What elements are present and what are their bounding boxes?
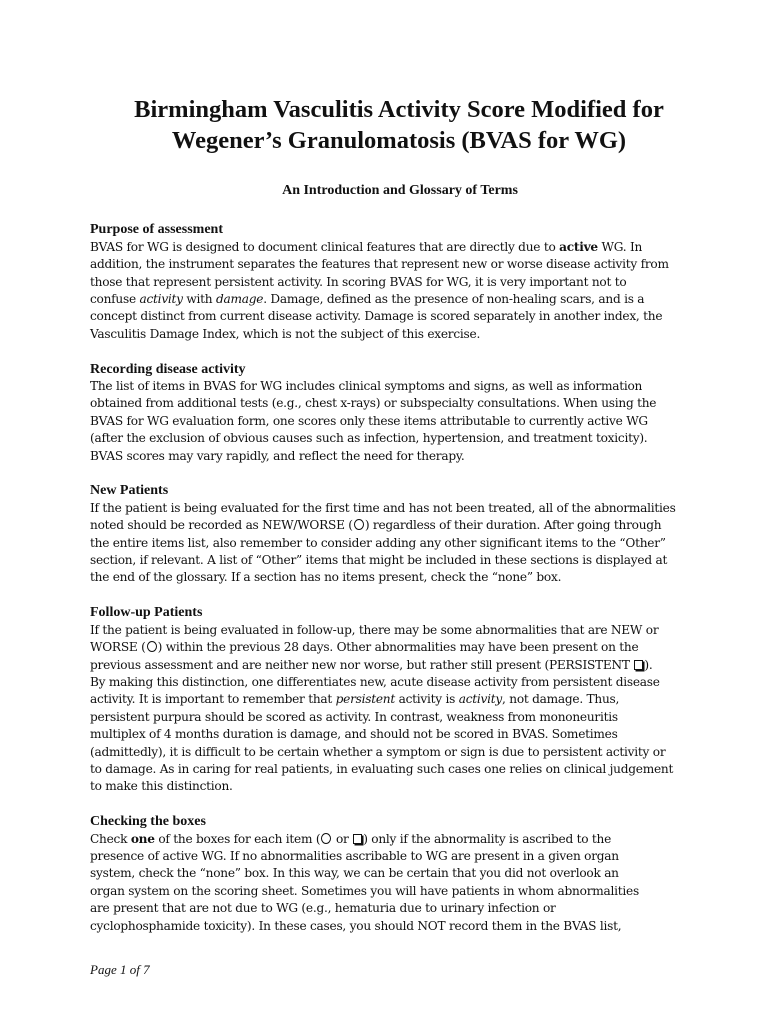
text-line: persistent purpura should be scored as activity. In contrast, weakness from mononeuritis — [90, 709, 618, 724]
new-worse-circle-icon — [147, 641, 157, 652]
text-line: By making this distinction, one differentiates new, acute disease activity from persistent disease — [90, 674, 660, 689]
paragraph-new-patients — [90, 500, 702, 587]
text-line: section, if relevant. A list of “Other” items that might be included in these sections is displayed at — [90, 553, 668, 568]
text-line: cyclophosphamide toxicity). In these cases, you should NOT record them in the BVAS list, — [90, 918, 622, 933]
text-line: organ system on the scoring sheet. Sometimes you will have patients in whom abnormalities — [90, 883, 639, 898]
text-line: BVAS for WG evaluation form, one scores only these items attributable to currently active WG — [90, 413, 648, 428]
text-line: to make this distinction. — [90, 779, 233, 794]
text-line: the entire items list, also remember to consider adding any other significant items to the “Other” — [90, 535, 666, 550]
section-heading-new-patients: New Patients — [90, 483, 169, 499]
text-line: (after the exclusion of obvious causes such as infection, hypertension, and treatment toxicity). — [90, 431, 648, 446]
section-checking-boxes — [90, 813, 702, 935]
text-line: confuse activity with damage. Damage, defined as the presence of non-healing scars, and is a — [90, 292, 645, 307]
text-line: (admittedly), it is difficult to be certain whether a symptom or sign is due to persistent activity or — [90, 744, 666, 759]
text-line: BVAS for WG is designed to document clinical features that are directly due to active WG. In — [90, 239, 643, 254]
persistent-box-icon — [353, 834, 362, 844]
new-worse-circle-icon — [354, 519, 364, 530]
text-line: noted should be recorded as NEW/WORSE ( ) regardless of their duration. After going through — [90, 518, 662, 533]
text-line: BVAS scores may vary rapidly, and reflect the need for therapy. — [90, 448, 465, 463]
text-line: Check one of the boxes for each item ( or ) only if the abnormality is ascribed to the — [90, 831, 612, 846]
section-purpose — [90, 221, 702, 343]
new-worse-circle-icon — [321, 833, 331, 844]
paragraph-checking — [90, 831, 702, 935]
text-line: those that represent persistent activity. In scoring BVAS for WG, it is very important not to — [90, 274, 627, 289]
text-line: to damage. As in caring for real patients, in evaluating such cases one relies on clinical judgement — [90, 761, 674, 776]
text-line: the end of the glossary. If a section has no items present, check the “none” box. — [90, 570, 562, 585]
text-line: If the patient is being evaluated for the first time and has not been treated, all of the abnormalities — [90, 500, 676, 515]
title-line-2: Wegener’s Granulomatosis (BVAS for WG) — [171, 127, 627, 154]
text-line: system, check the “none” box. In this way, we can be certain that you did not overlook an — [90, 866, 619, 881]
paragraph-recording — [90, 378, 702, 465]
text-line: Vasculitis Damage Index, which is not the subject of this exercise. — [90, 326, 481, 341]
section-recording — [90, 361, 702, 465]
text-line: The list of items in BVAS for WG includes clinical symptoms and signs, as well as information — [90, 379, 643, 394]
paragraph-purpose — [90, 239, 702, 343]
section-followup-patients — [90, 604, 702, 795]
text-line: multiplex of 4 months duration is damage, and should not be scored in BVAS. Sometimes — [90, 727, 618, 742]
title-line-1: Birmingham Vasculitis Activity Score Modified for — [134, 96, 664, 123]
section-new-patients — [90, 482, 702, 586]
section-heading-purpose: Purpose of assessment — [90, 222, 223, 238]
text-line: presence of active WG. If no abnormalities ascribable to WG are present in a given organ — [90, 848, 619, 863]
text-line: previous assessment and are neither new nor worse, but rather still present (PERSISTENT ). — [90, 657, 653, 672]
text-line: addition, the instrument separates the features that represent new or worse disease activity from — [90, 257, 669, 272]
paragraph-followup — [90, 622, 702, 796]
page-number-footer: Page 1 of 7 — [90, 962, 150, 977]
text-line: WORSE ( ) within the previous 28 days. Other abnormalities may have been present on the — [90, 640, 639, 655]
persistent-box-icon — [634, 660, 643, 670]
section-heading-checking: Checking the boxes — [90, 814, 206, 830]
section-heading-followup: Follow-up Patients — [90, 605, 203, 621]
text-line: obtained from additional tests (e.g., chest x-rays) or subspecialty consultations. When using the — [90, 396, 657, 411]
text-line: are present that are not due to WG (e.g., hematuria due to urinary infection or — [90, 901, 556, 916]
text-line: activity. It is important to remember that persistent activity is activity, not damage. Thus, — [90, 692, 620, 707]
text-line: If the patient is being evaluated in follow-up, there may be some abnormalities that are NEW or — [90, 622, 659, 637]
document-subtitle: An Introduction and Glossary of Terms — [282, 183, 518, 198]
text-line: concept distinct from current disease activity. Damage is scored separately in another index, the — [90, 309, 663, 324]
section-heading-recording: Recording disease activity — [90, 361, 246, 377]
document-title — [90, 94, 702, 156]
